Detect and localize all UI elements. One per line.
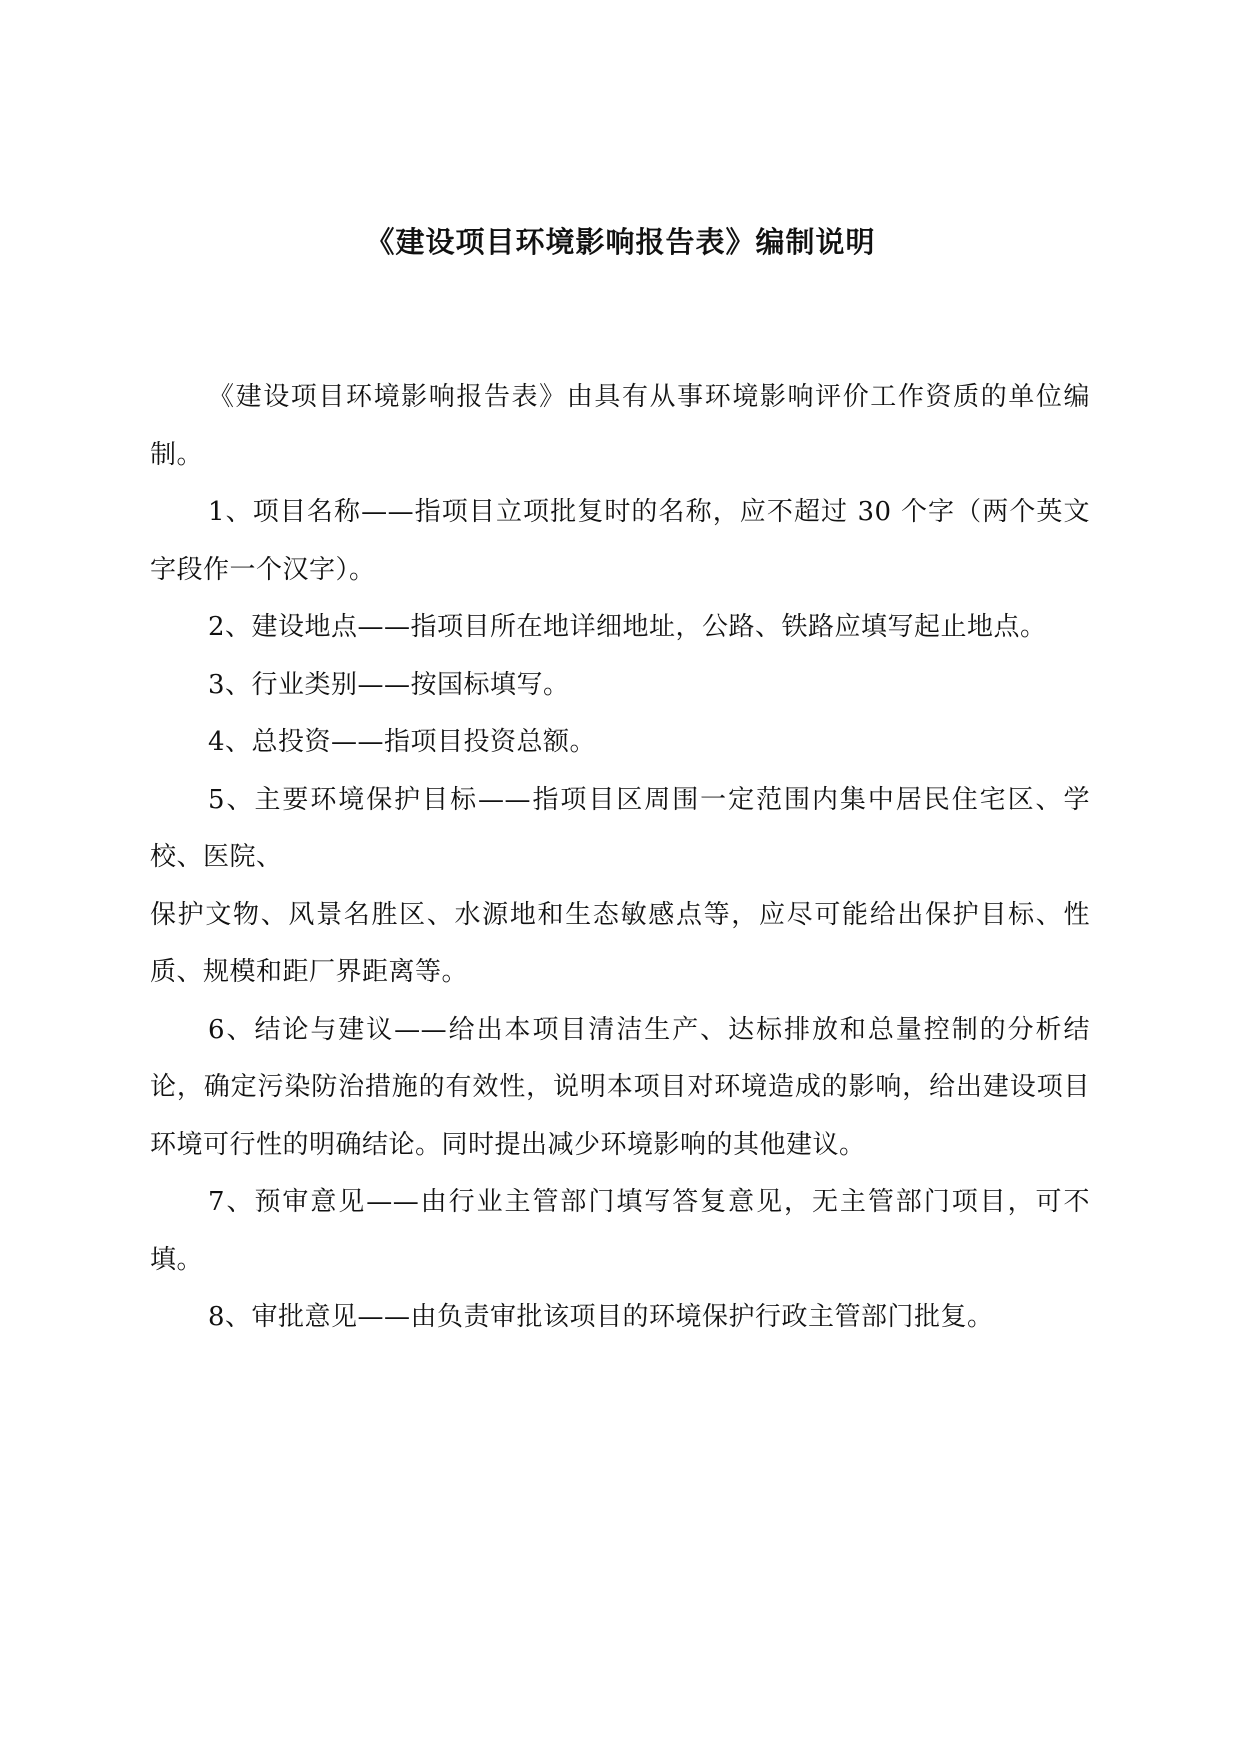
document-title: 《建设项目环境影响报告表》编制说明	[365, 225, 876, 259]
paragraph-item-4-investment: 4、总投资——指项目投资总额。	[208, 727, 597, 757]
paragraph-item-6-conclusion: 6、结论与建议——给出本项目清洁生产、达标排放和总量控制的分析结论，确定污染防治措施的有效性，说明本项目对环境造成的影响，给出建设项目环境可行性的明确结论。同时提出减少环境影响的其他建议。	[150, 1014, 1090, 1160]
document-body	[150, 369, 1090, 1347]
paragraph-item-5-continuation: 保护文物、风景名胜区、水源地和生态敏感点等，应尽可能给出保护目标、性质、规模和距厂界距离等。	[150, 899, 1090, 987]
paragraph-item-2-location: 2、建设地点——指项目所在地详细地址，公路、铁路应填写起止地点。	[208, 612, 1047, 642]
paragraph-item-8-approval: 8、审批意见——由负责审批该项目的环境保护行政主管部门批复。	[208, 1302, 994, 1332]
paragraph-item-3-industry: 3、行业类别——按国标填写。	[208, 669, 570, 700]
paragraph-intro: 《建设项目环境影响报告表》由具有从事环境影响评价工作资质的单位编制。	[150, 382, 1090, 470]
paragraph-item-1-project-name: 1、项目名称——指项目立项批复时的名称，应不超过 30 个字（两个英文字段作一个汉字）。	[150, 497, 1090, 585]
paragraph-item-7-pre-review: 7、预审意见——由行业主管部门填写答复意见，无主管部门项目，可不填。	[150, 1187, 1090, 1275]
paragraph-item-5-protection-targets: 5、主要环境保护目标——指项目区周围一定范围内集中居民住宅区、学校、医院、	[150, 784, 1090, 872]
